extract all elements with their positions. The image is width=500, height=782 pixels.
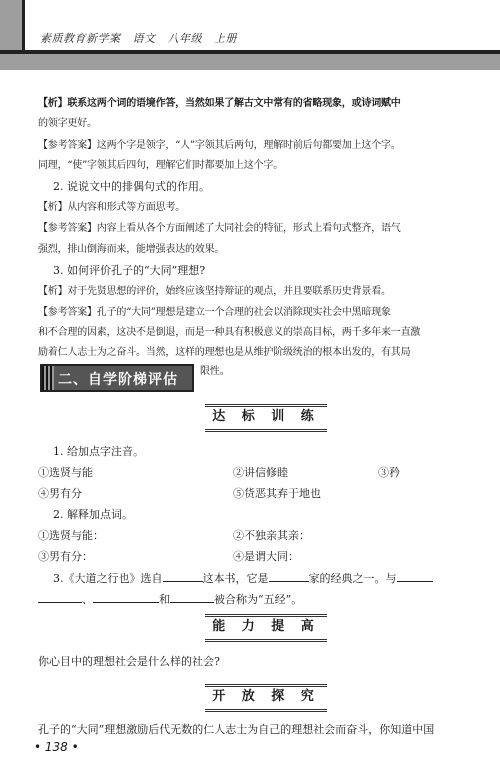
text-line: 的领字更好。	[38, 118, 97, 129]
fill-blank[interactable]	[170, 590, 214, 603]
explore-text: 孔子的“大同”理想激励后代无数的仁人志士为自己的理想社会而奋斗，你知道中国	[38, 723, 435, 736]
q3-text: 和	[159, 593, 170, 606]
q1-item-e: ⑤货恶其弃于地也	[233, 487, 321, 500]
answer-line: 【参考答案】这两个字是领字，“人”字领其后两句，理解时前后句都要加上这个字。	[38, 140, 401, 151]
q2-item-d: ④是谓大同：	[233, 550, 299, 563]
hint-line: 【析】联系这两个词的语境作答，当然如果了解古文中常有的省略现象，或诗词赋中	[38, 98, 401, 109]
answer-line: 【参考答案】孔子的“大同”理想是建立一个合理的社会以消除现实社会中黑暗现象	[38, 307, 391, 318]
q3-text: 、	[82, 593, 93, 606]
text-line: 同理，“使”字领其后四句，理解它们时都要加上这个字。	[38, 160, 284, 171]
practice-q2-row2	[38, 547, 478, 567]
practice-q2-row1	[38, 526, 478, 546]
explore-heading: 开 放 探 究	[205, 684, 327, 712]
section-label	[40, 364, 194, 392]
practice-heading: 达 标 训 练	[205, 404, 327, 432]
text-line: 和不合理的因素，这决不是倒退，而是一种具有积极意义的崇高目标，两千多年来一直激	[38, 327, 421, 338]
q3-text: 这本书，它是	[202, 572, 269, 585]
q3-text: 家的经典之一。与	[308, 572, 397, 585]
section-stripe	[42, 366, 54, 390]
q1-item-d: ④男有分	[38, 487, 82, 500]
header-rule	[0, 50, 500, 54]
text-line: 限性。	[200, 366, 230, 377]
running-header: 素质教育新学案 语文 八年级 上册	[40, 32, 237, 45]
text-line: 强烈，排山倒海而来，能增强表达的效果。	[38, 244, 225, 255]
fill-blank[interactable]	[397, 569, 433, 582]
q1-item-a: ①选贤与能	[38, 466, 93, 479]
page-number: • 138 •	[34, 740, 79, 754]
ability-heading: 能 力 提 高	[205, 614, 327, 642]
q2-item-a: ①选贤与能：	[38, 529, 104, 542]
practice-q2: 2. 解释加点词。	[53, 508, 133, 521]
hint-line: 【析】从内容和形式等方面思考。	[38, 202, 185, 213]
fill-blank[interactable]	[163, 569, 203, 582]
practice-q3-line1	[53, 569, 483, 589]
answer-line: 【参考答案】内容上看从各个方面阐述了大同社会的特征，形式上看句式整齐，语气	[38, 223, 401, 234]
fill-blank[interactable]	[269, 569, 309, 582]
question-2: 2. 说说文中的排偶句式的作用。	[53, 180, 210, 193]
q2-item-b: ②不独亲其亲：	[233, 529, 310, 542]
question-3: 3. 如何评价孔子的“大同”理想?	[53, 264, 206, 277]
practice-q3-line2	[38, 590, 478, 610]
section-title: 二、自学阶梯评估	[58, 372, 178, 388]
practice-q1-row2	[38, 484, 478, 504]
ability-question: 你心目中的理想社会是什么样的社会?	[38, 655, 220, 668]
q3-text: 3.《大道之行也》选自	[53, 572, 163, 585]
practice-q1-row1	[38, 463, 478, 483]
q1-item-b: ②讲信修睦	[233, 466, 288, 479]
hint-line: 【析】对于先贤思想的评价，始终应该坚持辩证的观点，并且要联系历史背景看。	[38, 286, 391, 297]
fill-blank[interactable]	[38, 590, 82, 603]
q3-text: 被合称为“五经”。	[214, 593, 303, 606]
text-line: 励着仁人志士为之奋斗。当然，这样的理想也是从维护阶级统治的根本出发的，有其局	[38, 347, 411, 358]
q1-item-c: ③矜	[378, 466, 400, 479]
q2-item-c: ③男有分：	[38, 550, 93, 563]
fill-blank[interactable]	[93, 590, 159, 603]
practice-q1: 1. 给加点字注音。	[53, 445, 144, 458]
